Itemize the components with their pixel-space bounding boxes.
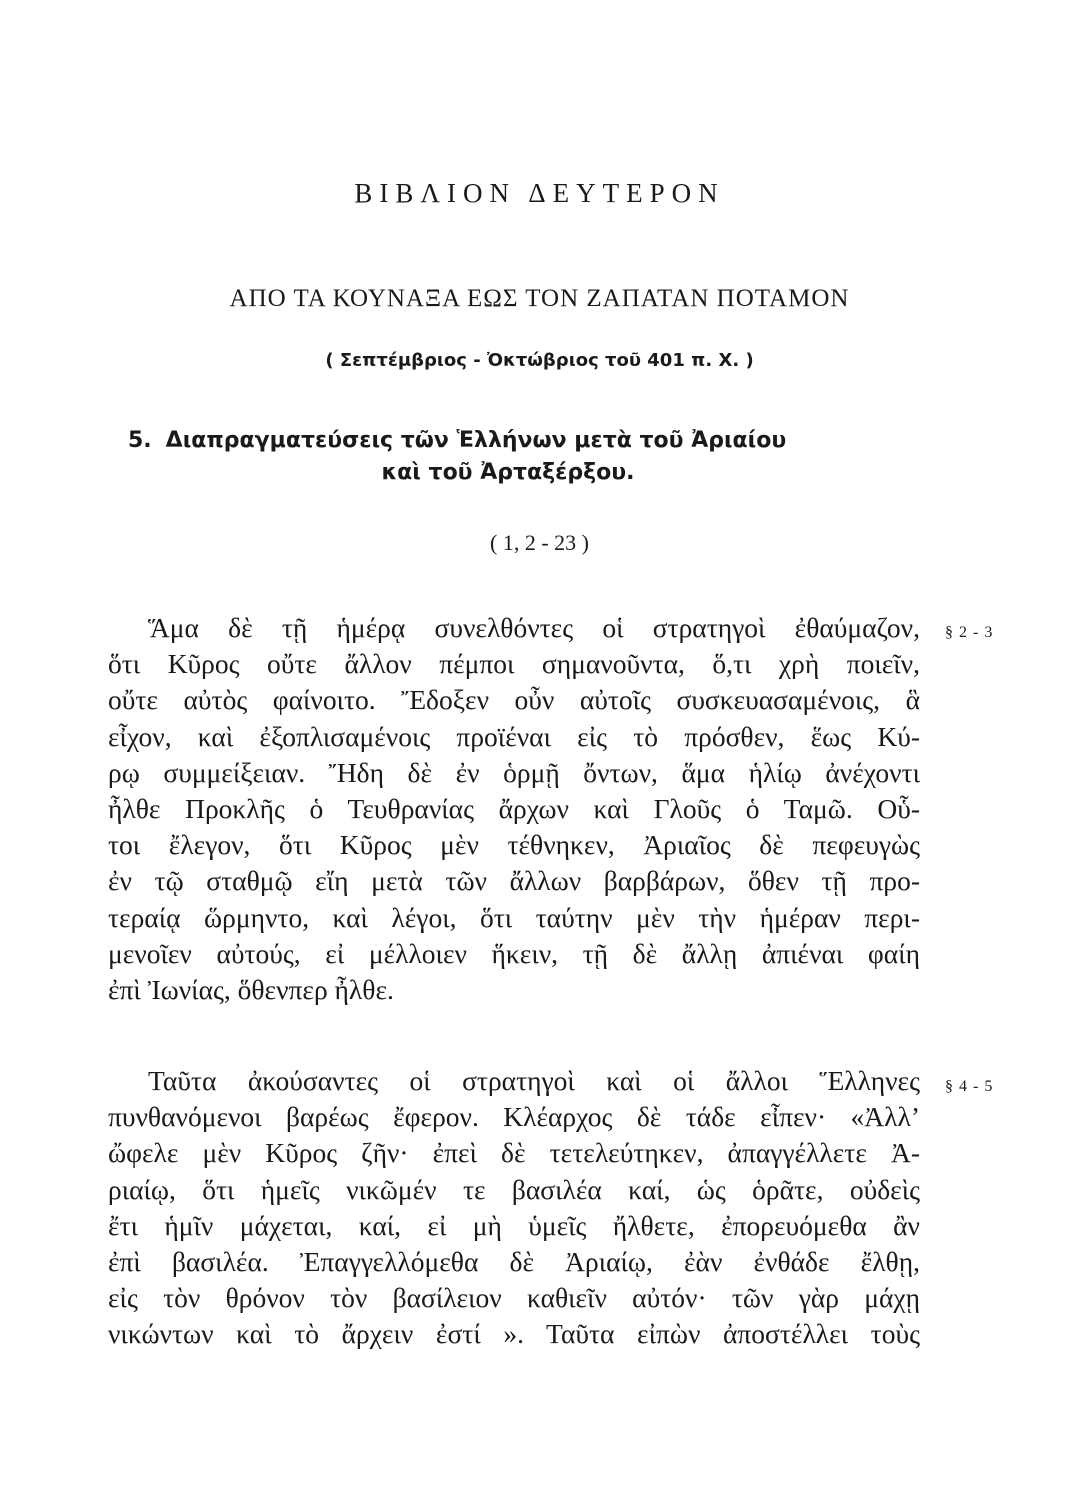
chapter-title-line2: καὶ τοῦ Ἀρταξέρξου. [381, 460, 635, 485]
date-range: ( Σεπτέμβριος - Ὀκτώβριος τοῦ 401 π. Χ. ) [325, 350, 754, 371]
text-line: τοι ἔλεγον, ὅτι Κῦρος μὲν τέθνηκεν, Ἀριαῖος δὲ πεφευγὼς [108, 829, 920, 861]
text-line: ἦλθε Προκλῆς ὁ Τευθρανίας ἄρχων καὶ Γλοῦς ὁ Ταμῶ. Οὗ- [108, 793, 920, 825]
text-line: Ταῦτα ἀκούσαντες οἱ στρατηγοὶ καὶ οἱ ἄλλοι Ἕλληνες [148, 1065, 920, 1096]
text-line: ὅτι Κῦρος οὔτε ἄλλον πέμποι σημανοῦντα, ὅ,τι χρὴ ποιεῖν, [108, 648, 920, 680]
section-reference: ( 1, 2 - 23 ) [490, 530, 589, 555]
chapter-title-line1: Διαπραγματεύσεις τῶν Ἑλλήνων μετὰ τοῦ Ἀριαίου [165, 428, 787, 453]
margin-note-section: § 4 - 5 [945, 1078, 994, 1095]
text-line: Ἅμα δὲ τῇ ἡμέρᾳ συνελθόντες οἱ στρατηγοὶ ἐθαύμαζον, [148, 612, 920, 643]
text-line: νικώντων καὶ τὸ ἄρχειν ἐστί ». Ταῦτα εἰπὼν ἀποστέλλει τοὺς [108, 1318, 920, 1350]
text-line: μενοῖεν αὐτούς, εἰ μέλλοιεν ἥκειν, τῇ δὲ ἄλλῃ ἀπιέναι φαίη [108, 937, 920, 969]
text-line: ριαίῳ, ὅτι ἡμεῖς νικῶμέν τε βασιλέα καί, ὡς ὁρᾶτε, οὐδεὶς [108, 1173, 920, 1205]
text-line: ἐπὶ βασιλέα. Ἐπαγγελλόμεθα δὲ Ἀριαίῳ, ἐὰν ἐνθάδε ἔλθῃ, [108, 1246, 920, 1278]
text-line: πυνθανόμενοι βαρέως ἔφερον. Κλέαρχος δὲ τάδε εἶπεν· «Ἀλλ’ [108, 1101, 920, 1133]
text-line: οὔτε αὐτὸς φαίνοιτο. Ἔδοξεν οὖν αὐτοῖς συσκευασαμένοις, ἃ [108, 684, 920, 716]
text-line: εἰς τὸν θρόνον τὸν βασίλειον καθιεῖν αὐτόν· τῶν γὰρ μάχῃ [108, 1282, 920, 1314]
book-title: ΒΙΒΛΙΟΝ ΔΕΥΤΕΡΟΝ [354, 178, 725, 208]
text-line: ὤφελε μὲν Κῦρος ζῆν· ἐπεὶ δὲ τετελεύτηκεν, ἀπαγγέλλετε Ἀ- [108, 1137, 920, 1169]
margin-note-section: § 2 - 3 [945, 624, 994, 641]
text-line: ἐν τῷ σταθμῷ εἴη μετὰ τῶν ἄλλων βαρβάρων, ὅθεν τῇ προ- [108, 865, 920, 897]
text-line: ἐπὶ Ἰωνίας, ὅθενπερ ἦλθε. [108, 974, 394, 1006]
chapter-number: 5. [128, 428, 152, 453]
text-line: εἶχον, καὶ ἐξοπλισαμένοις προϊέναι εἰς τὸ πρόσθεν, ἕως Κύ- [108, 720, 920, 752]
paragraph-1 [108, 610, 920, 1008]
text-line: ἔτι ἡμῖν μάχεται, καί, εἰ μὴ ὑμεῖς ἤλθετε, ἐπορευόμεθα ἂν [108, 1209, 920, 1241]
text-line: τεραίᾳ ὥρμηντο, καὶ λέγοι, ὅτι ταύτην μὲν τὴν ἡμέραν περι- [108, 901, 920, 933]
paragraph-2 [108, 1063, 920, 1353]
text-line: ρῳ συμμείξειαν. Ἤδη δὲ ἐν ὁρμῇ ὄντων, ἅμα ἡλίῳ ἀνέχοντι [108, 756, 920, 788]
part-title: ΑΠΟ ΤΑ ΚΟΥΝΑΞΑ ΕΩΣ ΤΟΝ ΖΑΠΑΤΑΝ ΠΟΤΑΜΟΝ [229, 285, 850, 312]
chapter-heading [128, 425, 928, 489]
